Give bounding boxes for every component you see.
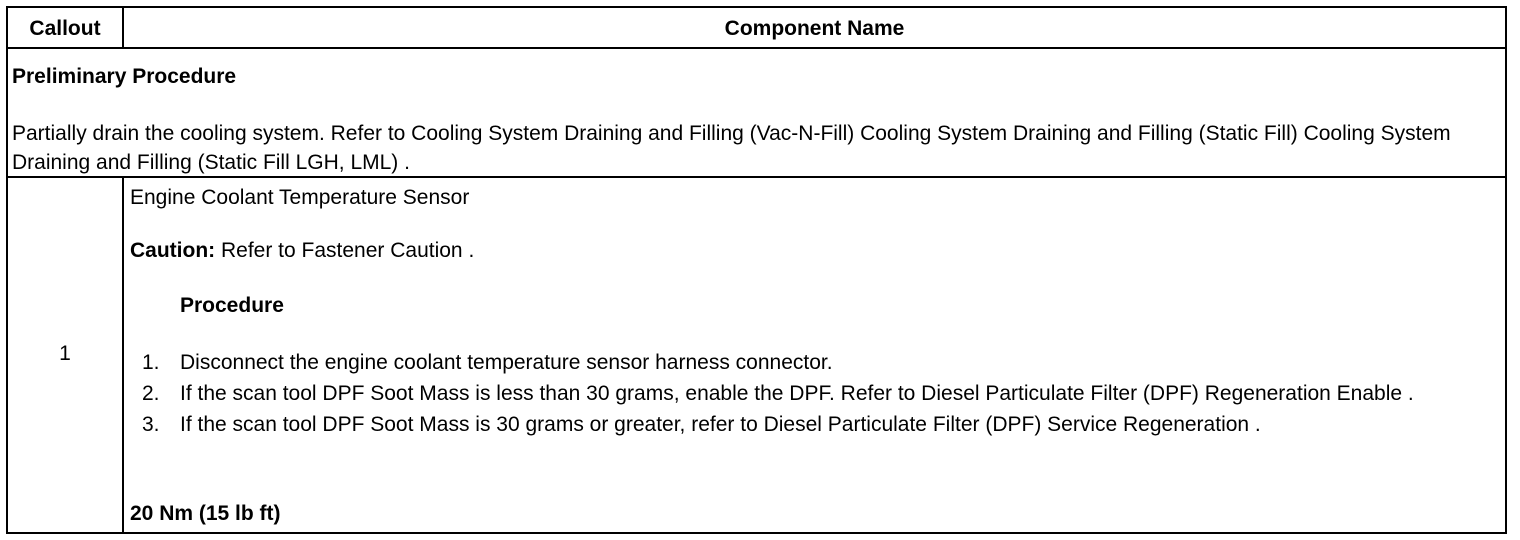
step-text: If the scan tool DPF Soot Mass is less than 30 grams, enable the DPF. Refer to Diesel Particulate Filter (DPF) Regeneration Enable . <box>180 382 1414 405</box>
preliminary-procedure-title: Preliminary Procedure <box>12 65 237 88</box>
table-row <box>8 178 1505 532</box>
component-table <box>6 6 1507 534</box>
procedure-title: Procedure <box>180 294 284 317</box>
step-number: 3. <box>142 413 160 436</box>
preliminary-procedure-text: Partially drain the cooling system. Refer to Cooling System Draining and Filling (Vac-N-Fill) Cooling System Draining and Filling (Static Fill) Cooling System Draining and Filling (Static Fill LGH, LML) . <box>12 122 1451 174</box>
component-name: Engine Coolant Temperature Sensor <box>130 186 470 209</box>
callout-number: 1 <box>59 342 71 365</box>
preliminary-procedure-row <box>8 49 1505 178</box>
procedure-step <box>130 409 1425 440</box>
component-name-column-header: Component Name <box>724 17 905 40</box>
table-header-row <box>8 8 1505 49</box>
component-name-cell <box>124 178 1505 532</box>
callout-cell <box>8 178 124 532</box>
procedure-step <box>130 347 1425 378</box>
caution-note <box>130 239 474 263</box>
step-number: 2. <box>142 382 160 405</box>
caution-text: Refer to Fastener Caution . <box>215 239 475 262</box>
caution-label: Caution: <box>130 239 216 262</box>
torque-spec: 20 Nm (15 lb ft) <box>130 502 281 525</box>
step-text: If the scan tool DPF Soot Mass is 30 grams or greater, refer to Diesel Particulate Filter (DPF) Service Regeneration . <box>180 413 1261 436</box>
callout-column-header: Callout <box>8 8 124 47</box>
step-text: Disconnect the engine coolant temperature sensor harness connector. <box>180 351 833 374</box>
step-number: 1. <box>142 351 160 374</box>
procedure-steps <box>130 347 1425 440</box>
procedure-step <box>130 378 1425 409</box>
